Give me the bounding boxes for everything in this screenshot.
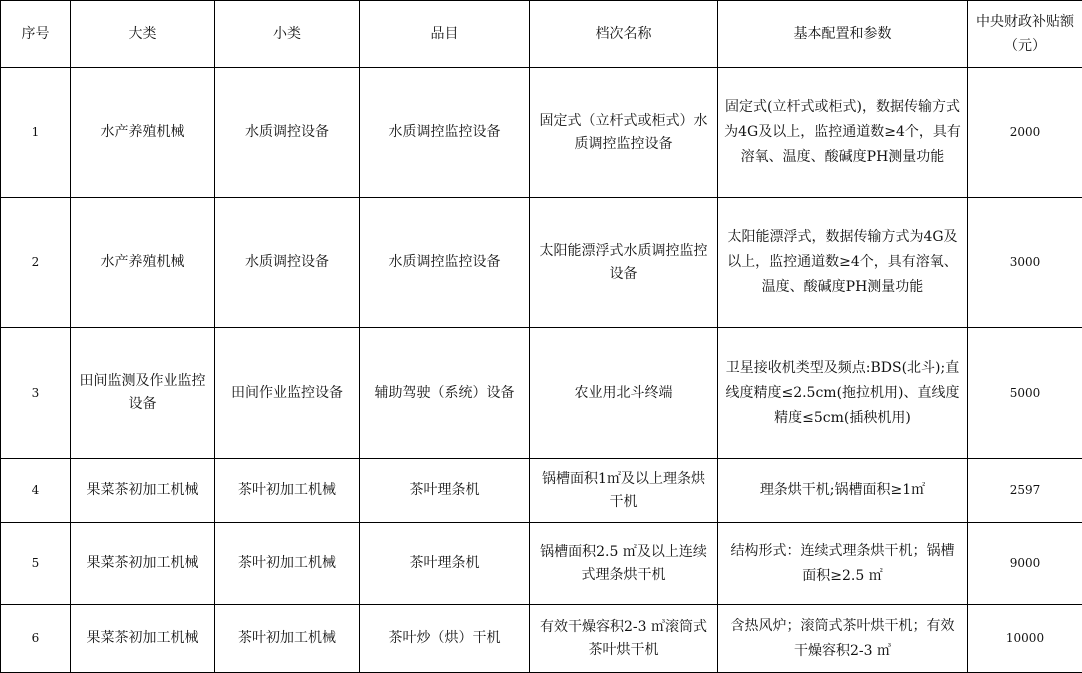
- cell-subsidy: 2597: [968, 459, 1082, 523]
- cell-item: 茶叶理条机: [360, 523, 530, 605]
- cell-grade-name: 农业用北斗终端: [530, 328, 718, 459]
- table-row: [1, 198, 1082, 328]
- header-category: 大类: [71, 1, 215, 68]
- cell-item: 辅助驾驶（系统）设备: [360, 328, 530, 459]
- cell-category: 田间监测及作业监控设备: [71, 328, 215, 459]
- cell-grade-name: 有效干燥容积2-3 ㎥滚筒式茶叶烘干机: [530, 605, 718, 673]
- cell-grade-name: 锅槽面积2.5 ㎡及以上连续式理条烘干机: [530, 523, 718, 605]
- cell-index: 3: [1, 328, 71, 459]
- cell-category: 水产养殖机械: [71, 198, 215, 328]
- cell-subsidy: 10000: [968, 605, 1082, 673]
- cell-subsidy: 3000: [968, 198, 1082, 328]
- table-row: [1, 523, 1082, 605]
- cell-subcategory: 田间作业监控设备: [215, 328, 360, 459]
- table-row: [1, 328, 1082, 459]
- cell-subcategory: 茶叶初加工机械: [215, 523, 360, 605]
- cell-index: 1: [1, 68, 71, 198]
- cell-category: 果菜茶初加工机械: [71, 523, 215, 605]
- cell-subcategory: 水质调控设备: [215, 198, 360, 328]
- cell-grade-name: 固定式（立杆式或柜式）水质调控监控设备: [530, 68, 718, 198]
- cell-config: 固定式(立杆式或柜式)，数据传输方式为4G及以上，监控通道数≥4个，具有溶氧、温度、酸碱度PH测量功能: [718, 68, 968, 198]
- header-index: 序号: [1, 1, 71, 68]
- cell-subcategory: 茶叶初加工机械: [215, 459, 360, 523]
- table-row: [1, 605, 1082, 673]
- cell-item: 水质调控监控设备: [360, 198, 530, 328]
- table-header-row: [1, 1, 1082, 68]
- cell-category: 水产养殖机械: [71, 68, 215, 198]
- cell-index: 6: [1, 605, 71, 673]
- cell-category: 果菜茶初加工机械: [71, 459, 215, 523]
- cell-grade-name: 太阳能漂浮式水质调控监控设备: [530, 198, 718, 328]
- cell-subsidy: 2000: [968, 68, 1082, 198]
- cell-item: 水质调控监控设备: [360, 68, 530, 198]
- table-row: [1, 68, 1082, 198]
- cell-item: 茶叶理条机: [360, 459, 530, 523]
- cell-item: 茶叶炒（烘）干机: [360, 605, 530, 673]
- cell-config: 卫星接收机类型及频点:BDS(北斗);直线度精度≤2.5cm(拖拉机用)、直线度精度≤5cm(插秧机用): [718, 328, 968, 459]
- cell-subsidy: 5000: [968, 328, 1082, 459]
- cell-index: 4: [1, 459, 71, 523]
- cell-index: 2: [1, 198, 71, 328]
- header-config: 基本配置和参数: [718, 1, 968, 68]
- cell-config: 理条烘干机;锅槽面积≥1㎡: [718, 459, 968, 523]
- header-subsidy: 中央财政补贴额（元）: [968, 1, 1082, 68]
- cell-subcategory: 水质调控设备: [215, 68, 360, 198]
- cell-category: 果菜茶初加工机械: [71, 605, 215, 673]
- cell-index: 5: [1, 523, 71, 605]
- cell-subcategory: 茶叶初加工机械: [215, 605, 360, 673]
- cell-config: 太阳能漂浮式，数据传输方式为4G及以上，监控通道数≥4个，具有溶氧、温度、酸碱度PH测量功能: [718, 198, 968, 328]
- header-subcategory: 小类: [215, 1, 360, 68]
- cell-subsidy: 9000: [968, 523, 1082, 605]
- cell-config: 含热风炉；滚筒式茶叶烘干机；有效干燥容积2-3 ㎥: [718, 605, 968, 673]
- cell-grade-name: 锅槽面积1㎡及以上理条烘干机: [530, 459, 718, 523]
- header-grade-name: 档次名称: [530, 1, 718, 68]
- cell-config: 结构形式：连续式理条烘干机；锅槽面积≥2.5 ㎡: [718, 523, 968, 605]
- header-item: 品目: [360, 1, 530, 68]
- table-row: [1, 459, 1082, 523]
